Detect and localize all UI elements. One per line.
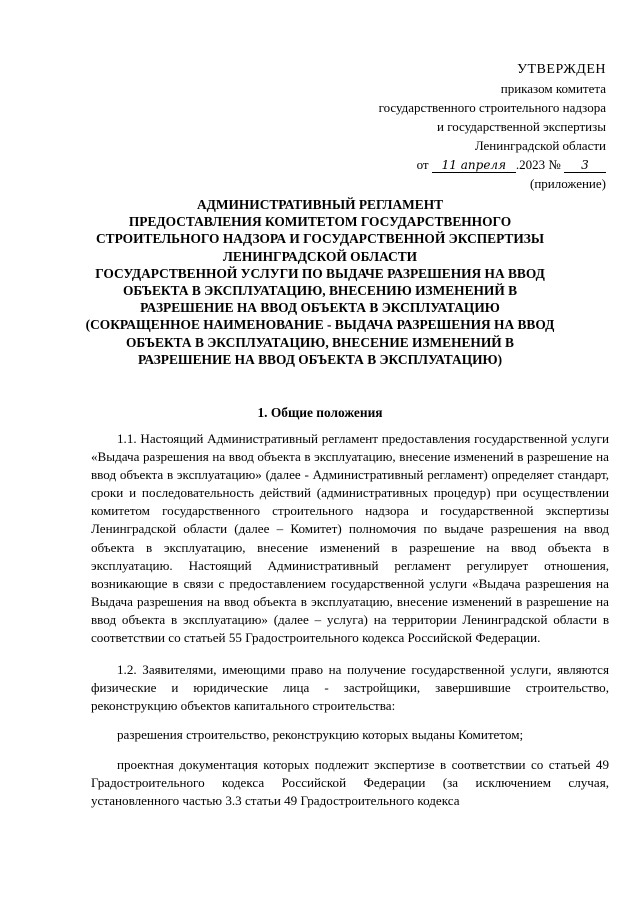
title-line: РАЗРЕШЕНИЕ НА ВВОД ОБЪЕКТА В ЭКСПЛУАТАЦИЮ — [140, 300, 500, 316]
title-line: ОБЪЕКТА В ЭКСПЛУАТАЦИЮ, ВНЕСЕНИЕ ИЗМЕНЕНИЙ В — [126, 334, 514, 350]
title-line: СТРОИТЕЛЬНОГО НАДЗОРА И ГОСУДАРСТВЕННОЙ ЭКСПЕРТИЗЫ — [95, 231, 544, 247]
document-title — [50, 196, 590, 368]
approval-line-4: Ленинградской области — [474, 138, 606, 153]
paragraph-1-1: 1.1. Настоящий Административный регламент предоставления государственной услуги «Выдача разрешения на ввод объекта в эксплуатацию, внесение изменений в разрешение на ввод объекта в эксплуатацию» (далее - Административный регламент) определяет стандарт, сроки и последовательность действий (административных процедур) при осуществлении комитетом государственного строительного надзора и государственной экспертизы Ленинградской области (далее – Комитет) полномочия по выдаче разрешения на ввод объекта в эксплуатацию, внесение изменений в разрешение на ввод объекта в эксплуатацию. Настоящий Административный регламент регулирует отношения, возникающие в связи с предоставлением государственной услуги «Выдача разрешения на Выдача разрешения на ввод объекта в эксплуатацию, внесение изменений в разрешение на ввод объекта в эксплуатацию» (далее – услуга) на территории Ленинградской области в соответствии со статьей 55 Градостроительного кодекса Российской Федерации. — [91, 431, 609, 646]
title-line: ГОСУДАРСТВЕННОЙ УСЛУГИ ПО ВЫДАЧЕ РАЗРЕШЕНИЯ НА ВВОД — [95, 265, 545, 281]
approval-line-1: приказом комитета — [500, 81, 606, 96]
date-year: .2023 № — [515, 157, 561, 172]
approval-stamp-block — [379, 60, 606, 193]
paragraph-list-item: проектная документация которых подлежит экспертизе в соответствии со статьей 49 Градостроительного кодекса Российской Федерации (за исключением случая, установленного частью 3.3 статьи 49 Градостроительного кодекса — [91, 756, 609, 808]
title-line: РАЗРЕШЕНИЕ НА ВВОД ОБЪЕКТА В ЭКСПЛУАТАЦИЮ) — [137, 351, 503, 367]
section-heading: 1. Общие положения — [257, 405, 383, 420]
title-line: ОБЪЕКТА В ЭКСПЛУАТАЦИЮ, ВНЕСЕНИЮ ИЗМЕНЕНИЙ В — [122, 283, 518, 299]
paragraph-1-2: 1.2. Заявителями, имеющими право на получение государственной услуги, являются физические и юридические лица - застройщики, завершившие строительство, реконструкцию объектов капитального строительства: — [91, 662, 609, 714]
title-line: ПРЕДОСТАВЛЕНИЯ КОМИТЕТОМ ГОСУДАРСТВЕННОГО — [128, 214, 512, 230]
title-line: (СОКРАЩЕННОЕ НАИМЕНОВАНИЕ - ВЫДАЧА РАЗРЕШЕНИЯ НА ВВОД — [85, 317, 555, 333]
title-line: АДМИНИСТРАТИВНЫЙ РЕГЛАМЕНТ — [196, 197, 444, 212]
handwritten-date: 11 апреля — [432, 158, 516, 173]
approval-line-2: государственного строительного надзора — [378, 100, 606, 115]
approval-heading: УТВЕРЖДЕН — [517, 62, 606, 77]
paragraph-list-item: разрешения строительство, реконструкцию которых выданы Комитетом; — [117, 727, 524, 743]
title-line: ЛЕНИНГРАДСКОЙ ОБЛАСТИ — [222, 248, 418, 264]
approval-line-3: и государственной экспертизы — [436, 119, 606, 134]
section-body — [91, 430, 609, 821]
date-prefix: от — [416, 157, 429, 172]
approval-appendix: (приложение) — [529, 176, 606, 191]
approval-date-line — [379, 155, 606, 174]
handwritten-number: 3 — [564, 158, 606, 173]
